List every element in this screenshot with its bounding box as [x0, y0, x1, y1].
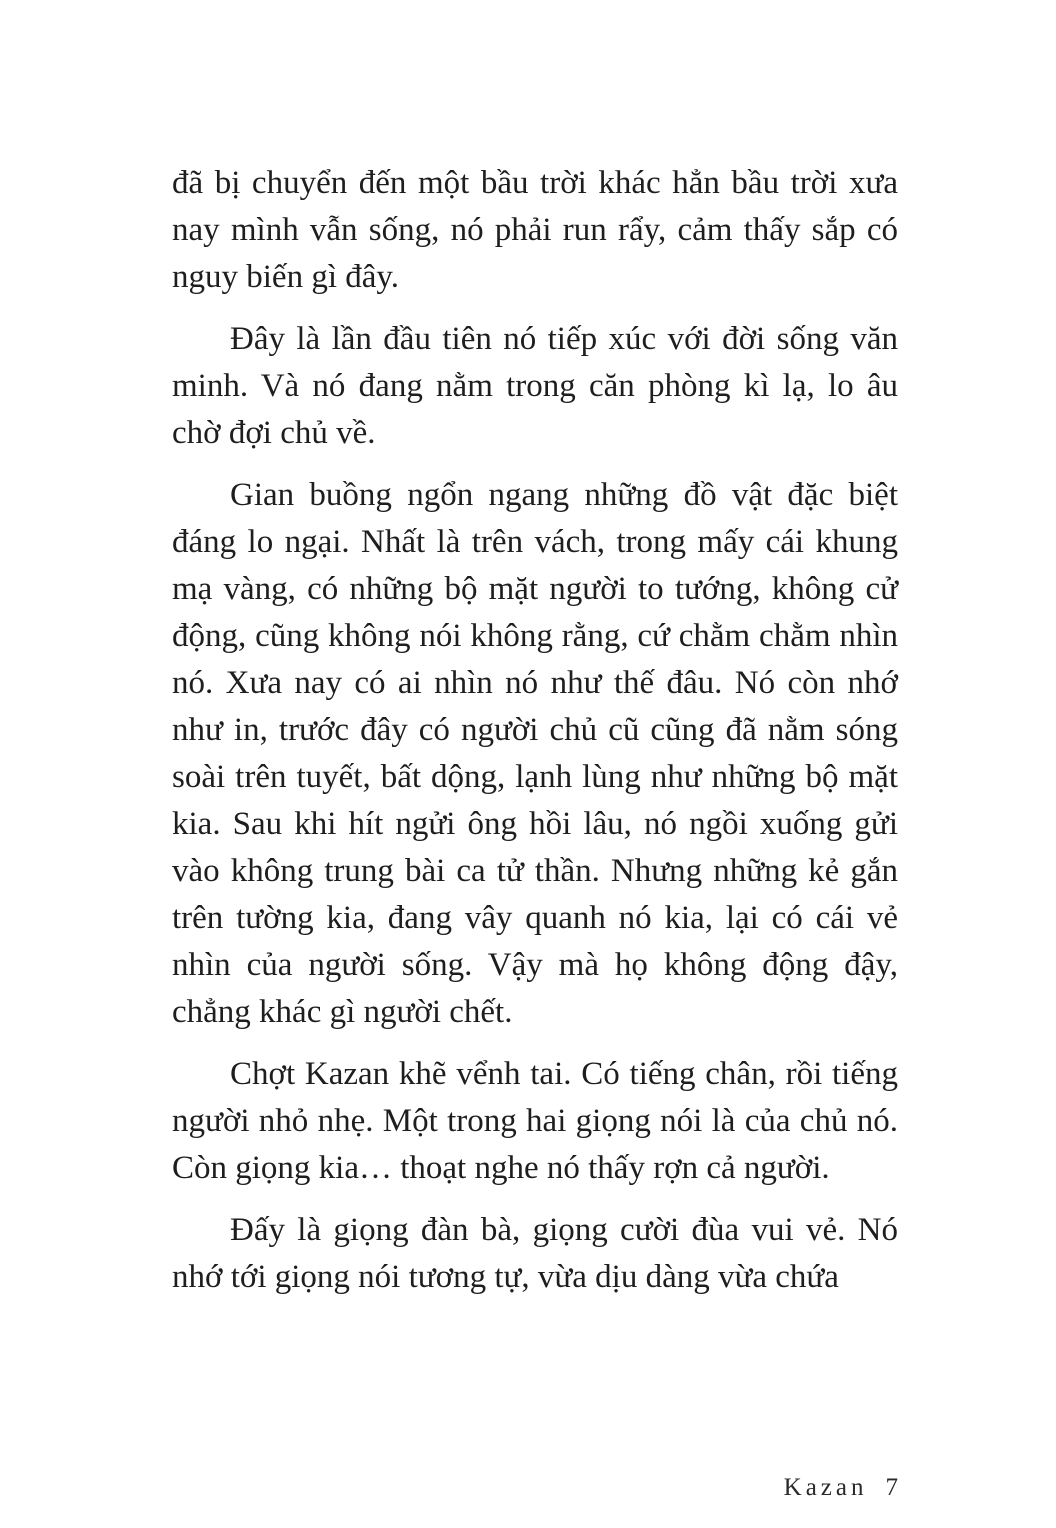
running-title: Kazan — [783, 1474, 868, 1501]
paragraph-2: Đây là lần đầu tiên nó tiếp xúc với đời sống văn minh. Và nó đang nằm trong căn phòng kì lạ, lo âu chờ đợi chủ về. — [172, 321, 898, 451]
paragraph-5: Đấy là giọng đàn bà, giọng cười đùa vui vẻ. Nó nhớ tới giọng nói tương tự, vừa dịu dàng vừa chứa — [172, 1212, 898, 1295]
paragraph-1: đã bị chuyển đến một bầu trời khác hẳn bầu trời xưa nay mình vẫn sống, nó phải run rẩy, cảm thấy sắp có nguy biến gì đây. — [172, 165, 898, 295]
page-body — [172, 160, 898, 1301]
page-footer — [784, 1474, 898, 1502]
paragraph-3: Gian buồng ngổn ngang những đồ vật đặc biệt đáng lo ngại. Nhất là trên vách, trong mấy cái khung mạ vàng, có những bộ mặt người to tướng, không cử động, cũng không nói không rằng, cứ chằm chằm nhìn nó. Xưa nay có ai nhìn nó như thế đâu. Nó còn nhớ như in, trước đây có người chủ cũ cũng đã nằm sóng soài trên tuyết, bất dộng, lạnh lùng như những bộ mặt kia. Sau khi hít ngửi ông hồi lâu, nó ngồi xuống gửi vào không trung bài ca tử thần. Nhưng những kẻ gắn trên tường kia, đang vây quanh nó kia, lại có cái vẻ nhìn của người sống. Vậy mà họ không động đậy, chẳng khác gì người chết. — [172, 477, 898, 1030]
page-number: 7 — [885, 1474, 898, 1501]
paragraph-4: Chợt Kazan khẽ vểnh tai. Có tiếng chân, rồi tiếng người nhỏ nhẹ. Một trong hai giọng nói là của chủ nó. Còn giọng kia… thoạt nghe nó thấy rợn cả người. — [172, 1056, 898, 1186]
